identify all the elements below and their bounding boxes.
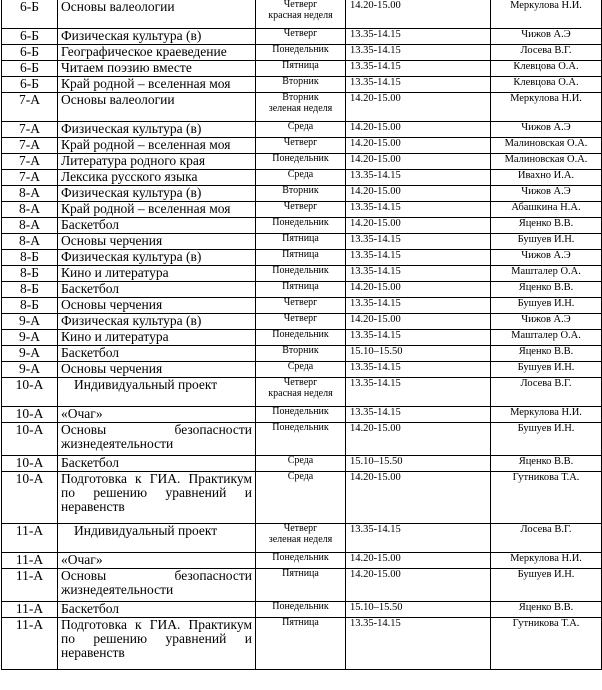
- class-cell: 6-Б: [2, 77, 58, 93]
- subject-cell: Баскетбол: [58, 602, 256, 618]
- teacher-cell: Чижов А.Э: [491, 122, 602, 138]
- schedule-row: [2, 0, 602, 29]
- subject-cell: Литература родного края: [58, 154, 256, 170]
- teacher-cell: Меркулова Н.И.: [491, 0, 602, 29]
- teacher-cell: Меркулова Н.И.: [491, 407, 602, 423]
- schedule-row: [2, 234, 602, 250]
- day-cell: Вторник зеленая неделя: [256, 93, 346, 122]
- schedule-row: [2, 330, 602, 346]
- subject-cell: Кино и литература: [58, 330, 256, 346]
- schedule-row: [2, 524, 602, 553]
- time-cell: 14.20-15.00: [346, 122, 491, 138]
- class-cell: 10-А: [2, 456, 58, 472]
- schedule-row: [2, 618, 602, 670]
- time-cell: 14.20-15.00: [346, 218, 491, 234]
- teacher-cell: Яценко В.В.: [491, 602, 602, 618]
- day-cell: Пятница: [256, 282, 346, 298]
- schedule-row: [2, 553, 602, 569]
- schedule-row: [2, 266, 602, 282]
- day-cell: Среда: [256, 362, 346, 378]
- day-cell: Понедельник: [256, 266, 346, 282]
- schedule-row: [2, 154, 602, 170]
- class-cell: 7-А: [2, 122, 58, 138]
- day-cell: Понедельник: [256, 602, 346, 618]
- time-cell: 13.35-14.15: [346, 77, 491, 93]
- teacher-cell: Чижов А.Э: [491, 29, 602, 45]
- day-cell: Среда: [256, 170, 346, 186]
- teacher-cell: Малиновская О.А.: [491, 154, 602, 170]
- day-cell: Пятница: [256, 61, 346, 77]
- subject-cell: Индивидуальный проект: [58, 524, 256, 553]
- class-cell: 9-А: [2, 314, 58, 330]
- subject-cell: Основы безопасности жизнедеятельности: [58, 423, 256, 456]
- time-cell: 14.20-15.00: [346, 154, 491, 170]
- time-cell: 15.10–15.50: [346, 456, 491, 472]
- subject-cell: «Очаг»: [58, 407, 256, 423]
- teacher-cell: Бушуев И.Н.: [491, 423, 602, 456]
- teacher-cell: Бушуев И.Н.: [491, 234, 602, 250]
- teacher-cell: Яценко В.В.: [491, 346, 602, 362]
- teacher-cell: Бушуев И.Н.: [491, 298, 602, 314]
- teacher-cell: Машталер О.А.: [491, 266, 602, 282]
- subject-cell: Баскетбол: [58, 218, 256, 234]
- schedule-row: [2, 602, 602, 618]
- schedule-row: [2, 170, 602, 186]
- teacher-cell: Абашкина Н.А.: [491, 202, 602, 218]
- subject-cell: Лексика русского языка: [58, 170, 256, 186]
- class-cell: 7-А: [2, 138, 58, 154]
- class-cell: 7-А: [2, 93, 58, 122]
- time-cell: 14.20-15.00: [346, 186, 491, 202]
- schedule-row: [2, 218, 602, 234]
- teacher-cell: Яценко В.В.: [491, 456, 602, 472]
- class-cell: 9-А: [2, 346, 58, 362]
- subject-cell: Основы черчения: [58, 234, 256, 250]
- time-cell: 13.35-14.15: [346, 266, 491, 282]
- subject-cell: Физическая культура (в): [58, 186, 256, 202]
- subject-cell: Край родной – вселенная моя: [58, 202, 256, 218]
- day-cell: Пятница: [256, 250, 346, 266]
- class-cell: 10-А: [2, 423, 58, 456]
- schedule-row: [2, 569, 602, 602]
- day-cell: Четверг: [256, 138, 346, 154]
- time-cell: 13.35-14.15: [346, 618, 491, 670]
- schedule-row: [2, 202, 602, 218]
- class-cell: 9-А: [2, 330, 58, 346]
- subject-cell: Баскетбол: [58, 282, 256, 298]
- teacher-cell: Машталер О.А.: [491, 330, 602, 346]
- subject-cell: Основы безопасности жизнедеятельности: [58, 569, 256, 602]
- class-cell: 8-А: [2, 202, 58, 218]
- subject-cell: Индивидуальный проект: [58, 378, 256, 407]
- subject-cell: Физическая культура (в): [58, 314, 256, 330]
- schedule-row: [2, 250, 602, 266]
- schedule-row: [2, 186, 602, 202]
- time-cell: 13.35-14.15: [346, 61, 491, 77]
- class-cell: 6-Б: [2, 0, 58, 29]
- schedule-row: [2, 298, 602, 314]
- schedule-row: [2, 77, 602, 93]
- class-cell: 8-А: [2, 218, 58, 234]
- schedule-row: [2, 282, 602, 298]
- time-cell: 14.20-15.00: [346, 472, 491, 524]
- teacher-cell: Чижов А.Э: [491, 250, 602, 266]
- time-cell: 14.20-15.00: [346, 138, 491, 154]
- subject-cell: Физическая культура (в): [58, 29, 256, 45]
- schedule-row: [2, 407, 602, 423]
- time-cell: 14.20-15.00: [346, 569, 491, 602]
- day-cell: Четверг: [256, 202, 346, 218]
- day-cell: Понедельник: [256, 330, 346, 346]
- time-cell: 14.20-15.00: [346, 314, 491, 330]
- class-cell: 11-А: [2, 524, 58, 553]
- class-cell: 8-Б: [2, 250, 58, 266]
- time-cell: 13.35-14.15: [346, 45, 491, 61]
- teacher-cell: Яценко В.В.: [491, 282, 602, 298]
- teacher-cell: Клевцова О.А.: [491, 61, 602, 77]
- day-cell: Среда: [256, 472, 346, 524]
- subject-cell: Основы валеологии: [58, 93, 256, 122]
- teacher-cell: Яценко В.В.: [491, 218, 602, 234]
- day-cell: Понедельник: [256, 218, 346, 234]
- teacher-cell: Лосева В.Г.: [491, 45, 602, 61]
- teacher-cell: Гутникова Т.А.: [491, 472, 602, 524]
- class-cell: 9-А: [2, 362, 58, 378]
- time-cell: 14.20-15.00: [346, 0, 491, 29]
- teacher-cell: Чижов А.Э: [491, 314, 602, 330]
- day-cell: Четверг: [256, 29, 346, 45]
- day-cell: Понедельник: [256, 423, 346, 456]
- teacher-cell: Ивахно И.А.: [491, 170, 602, 186]
- time-cell: 15.10–15.50: [346, 346, 491, 362]
- schedule-table: [1, 0, 602, 670]
- day-cell: Четверг: [256, 298, 346, 314]
- teacher-cell: Малиновская О.А.: [491, 138, 602, 154]
- schedule-row: [2, 456, 602, 472]
- subject-cell: Кино и литература: [58, 266, 256, 282]
- schedule-row: [2, 362, 602, 378]
- time-cell: 13.35-14.15: [346, 234, 491, 250]
- teacher-cell: Клевцова О.А.: [491, 77, 602, 93]
- day-cell: Понедельник: [256, 553, 346, 569]
- class-cell: 8-Б: [2, 298, 58, 314]
- subject-cell: Баскетбол: [58, 456, 256, 472]
- class-cell: 8-Б: [2, 282, 58, 298]
- time-cell: 14.20-15.00: [346, 93, 491, 122]
- subject-cell: Основы черчения: [58, 362, 256, 378]
- schedule-row: [2, 423, 602, 456]
- day-cell: Четверг красная неделя: [256, 0, 346, 29]
- time-cell: 13.35-14.15: [346, 170, 491, 186]
- day-cell: Среда: [256, 122, 346, 138]
- time-cell: 13.35-14.15: [346, 362, 491, 378]
- subject-cell: Край родной – вселенная моя: [58, 138, 256, 154]
- day-cell: Четверг зеленая неделя: [256, 524, 346, 553]
- class-cell: 8-Б: [2, 266, 58, 282]
- schedule-row: [2, 472, 602, 524]
- schedule-row: [2, 93, 602, 122]
- schedule-row: [2, 122, 602, 138]
- day-cell: Пятница: [256, 569, 346, 602]
- subject-cell: Край родной – вселенная моя: [58, 77, 256, 93]
- day-cell: Среда: [256, 456, 346, 472]
- time-cell: 13.35-14.15: [346, 378, 491, 407]
- subject-cell: Географическое краеведение: [58, 45, 256, 61]
- teacher-cell: Лосева В.Г.: [491, 378, 602, 407]
- time-cell: 13.35-14.15: [346, 524, 491, 553]
- day-cell: Вторник: [256, 186, 346, 202]
- day-cell: Четверг: [256, 314, 346, 330]
- time-cell: 13.35-14.15: [346, 29, 491, 45]
- class-cell: 7-А: [2, 154, 58, 170]
- class-cell: 11-А: [2, 553, 58, 569]
- class-cell: 8-А: [2, 186, 58, 202]
- teacher-cell: Бушуев И.Н.: [491, 569, 602, 602]
- time-cell: 13.35-14.15: [346, 250, 491, 266]
- teacher-cell: Меркулова Н.И.: [491, 553, 602, 569]
- schedule-body: [2, 0, 602, 670]
- subject-cell: Физическая культура (в): [58, 250, 256, 266]
- class-cell: 11-А: [2, 569, 58, 602]
- class-cell: 11-А: [2, 618, 58, 670]
- day-cell: Понедельник: [256, 407, 346, 423]
- class-cell: 8-А: [2, 234, 58, 250]
- time-cell: 14.20-15.00: [346, 282, 491, 298]
- time-cell: 14.20-15.00: [346, 553, 491, 569]
- teacher-cell: Гутникова Т.А.: [491, 618, 602, 670]
- teacher-cell: Бушуев И.Н.: [491, 362, 602, 378]
- time-cell: 13.35-14.15: [346, 298, 491, 314]
- class-cell: 10-А: [2, 472, 58, 524]
- time-cell: 13.35-14.15: [346, 407, 491, 423]
- subject-cell: Физическая культура (в): [58, 122, 256, 138]
- class-cell: 7-А: [2, 170, 58, 186]
- schedule-row: [2, 29, 602, 45]
- day-cell: Четверг красная неделя: [256, 378, 346, 407]
- subject-cell: Основы валеологии: [58, 0, 256, 29]
- day-cell: Вторник: [256, 346, 346, 362]
- schedule-row: [2, 138, 602, 154]
- day-cell: Пятница: [256, 618, 346, 670]
- class-cell: 6-Б: [2, 45, 58, 61]
- subject-cell: Баскетбол: [58, 346, 256, 362]
- schedule-row: [2, 314, 602, 330]
- day-cell: Пятница: [256, 234, 346, 250]
- day-cell: Понедельник: [256, 45, 346, 61]
- teacher-cell: Меркулова Н.И.: [491, 93, 602, 122]
- class-cell: 6-Б: [2, 29, 58, 45]
- day-cell: Вторник: [256, 77, 346, 93]
- subject-cell: Подготовка к ГИА. Практикум по решению уравнений и неравенств: [58, 618, 256, 670]
- teacher-cell: Чижов А.Э: [491, 186, 602, 202]
- day-cell: Понедельник: [256, 154, 346, 170]
- time-cell: 13.35-14.15: [346, 202, 491, 218]
- subject-cell: Подготовка к ГИА. Практикум по решению уравнений и неравенств: [58, 472, 256, 524]
- subject-cell: Читаем поэзию вместе: [58, 61, 256, 77]
- subject-cell: «Очаг»: [58, 553, 256, 569]
- class-cell: 10-А: [2, 407, 58, 423]
- schedule-row: [2, 346, 602, 362]
- teacher-cell: Лосева В.Г.: [491, 524, 602, 553]
- subject-cell: Основы черчения: [58, 298, 256, 314]
- schedule-row: [2, 378, 602, 407]
- class-cell: 10-А: [2, 378, 58, 407]
- schedule-row: [2, 45, 602, 61]
- time-cell: 14.20-15.00: [346, 423, 491, 456]
- class-cell: 11-А: [2, 602, 58, 618]
- time-cell: 15.10–15.50: [346, 602, 491, 618]
- class-cell: 6-Б: [2, 61, 58, 77]
- schedule-row: [2, 61, 602, 77]
- time-cell: 13.35-14.15: [346, 330, 491, 346]
